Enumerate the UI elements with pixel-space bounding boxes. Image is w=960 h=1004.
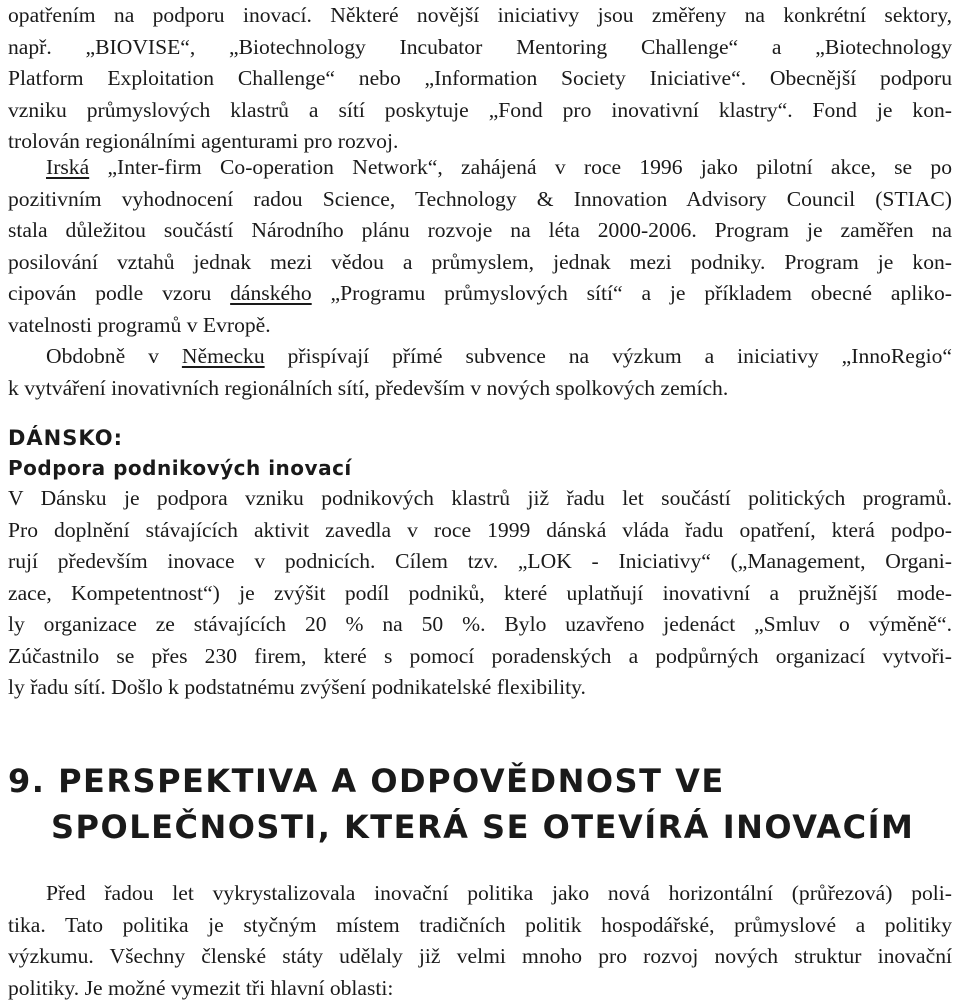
text-line <box>8 341 952 373</box>
chapter-title-line-1: 9. PERSPEKTIVA A ODPOVĚDNOST VE <box>8 762 725 800</box>
section-subheading: Podpora podnikových inovací <box>8 456 352 480</box>
text-line: politiky. Je možné vymezit tři hlavní oblasti: <box>8 975 394 1000</box>
text-line: vzniku průmyslových klastrů a sítí poskytuje „Fond pro inovativní klastry“. Fond je kon- <box>8 97 952 122</box>
text-line: Před řadou let vykrystalizovala inovační politika jako nová horizontální (průřezová) poli- <box>46 881 952 905</box>
paragraph-chapter-intro <box>8 878 952 1004</box>
text-line: pozitivním vyhodnocení radou Science, Technology & Innovation Advisory Council (STIAC) <box>8 186 952 211</box>
paragraph-nemecko <box>8 341 952 404</box>
text-line: Pro doplnění stávajících aktivit zavedla v roce 1999 dánská vláda řadu opatření, která podpo- <box>8 517 952 542</box>
text-line: ly organizace ze stávajících 20 % na 50 %. Bylo uzavřeno jedenáct „Smluv o výměně“. <box>8 612 952 636</box>
text-line: rují především inovace v podnicích. Cílem tzv. „LOK - Iniciativy“ („Management, Organi- <box>8 549 952 573</box>
text-line: stala důležitou součástí Národního plánu rozvoje na léta 2000-2006. Program je zaměřen na <box>8 218 952 242</box>
text-line: výzkumu. Všechny členské státy udělaly již velmi mnoho pro rozvoj nových struktur inovační <box>8 944 952 968</box>
irsko-link[interactable]: Irská <box>46 155 90 179</box>
paragraph-intro <box>8 0 952 158</box>
text-line <box>8 152 952 184</box>
text-span: „Inter-firm Co-operation Network“, zahájená v roce 1996 jako pilotní akce, se po <box>89 155 952 179</box>
chapter-title-line-2: SPOLEČNOSTI, KTERÁ SE OTEVÍRÁ INOVACÍM <box>51 808 915 846</box>
text-span: „Programu průmyslových sítí“ a je příkladem obecné apliko- <box>311 281 952 305</box>
section-heading-dansko: DÁNSKO: <box>8 426 123 450</box>
text-line: opatřením na podporu inovací. Některé novější iniciativy jsou změřeny na konkrétní sektory, <box>8 3 952 27</box>
text-line: k vytváření inovativních regionálních sítí, především v nových spolkových zemích. <box>8 375 729 400</box>
text-line: ly řadu sítí. Došlo k podstatnému zvýšení podnikatelské flexibility. <box>8 675 586 699</box>
text-line: zace, Kompetentnost“) je zvýšit podíl podniků, které uplatňují inovativní a pružnější mode- <box>8 580 952 605</box>
text-line: tika. Tato politika je styčným místem tradičních politik hospodářské, průmyslové a politiky <box>8 912 952 937</box>
text-line: např. „BIOVISE“, „Biotechnology Incubator Mentoring Challenge“ a „Biotechnology <box>8 34 952 59</box>
text-line: trolován regionálními agenturami pro rozvoj. <box>8 129 399 153</box>
text-line <box>8 278 952 310</box>
paragraph-dansko <box>8 483 952 704</box>
text-span: cipován podle vzoru <box>8 281 231 305</box>
text-line: Zúčastnilo se přes 230 firem, které s pomocí poradenských a podpůrných organizací vytvoři- <box>8 643 952 668</box>
text-line: Platform Exploitation Challenge“ nebo „Information Society Iniciative“. Obecnější podporu <box>8 66 952 90</box>
dansky-link[interactable]: dánského <box>230 281 312 305</box>
text-line: vatelnosti programů v Evropě. <box>8 312 271 337</box>
nemecko-link[interactable]: Německu <box>181 344 265 368</box>
text-span: přispívají přímé subvence na výzkum a iniciativy „InnoRegio“ <box>264 344 953 368</box>
text-line: posilování vztahů jednak mezi vědou a průmyslem, jednak mezi podniky. Program je kon- <box>8 249 952 274</box>
paragraph-irsko <box>8 152 952 341</box>
text-span: Obdobně v <box>46 344 182 368</box>
text-line: V Dánsku je podpora vzniku podnikových klastrů již řadu let součástí politických programů. <box>8 486 952 510</box>
